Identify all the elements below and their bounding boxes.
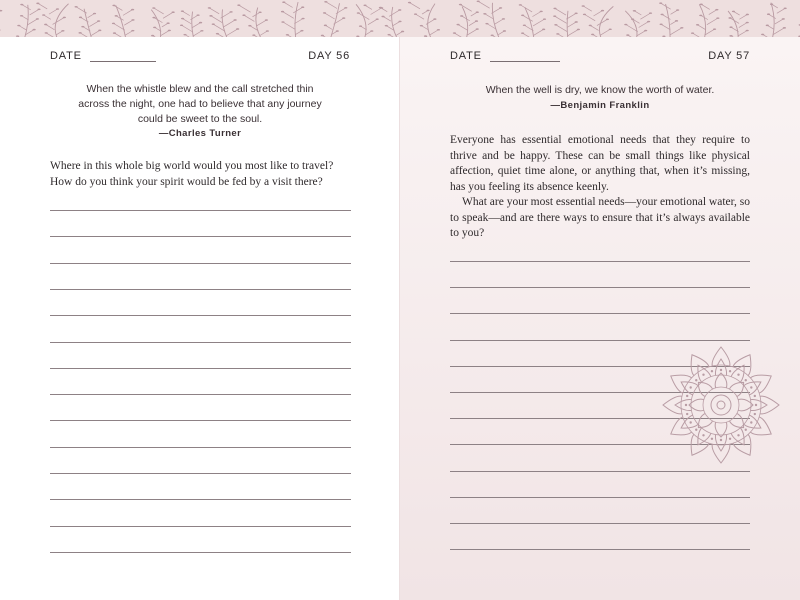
writing-line[interactable] bbox=[50, 263, 351, 264]
writing-line[interactable] bbox=[50, 499, 351, 500]
left-page-header bbox=[50, 50, 350, 68]
quote-author: —Charles Turner bbox=[158, 128, 242, 139]
writing-line[interactable] bbox=[50, 526, 351, 527]
writing-line[interactable] bbox=[50, 394, 351, 395]
writing-line[interactable] bbox=[50, 552, 351, 553]
writing-line[interactable] bbox=[450, 340, 750, 341]
prompt-paragraph: Where in this whole big world would you most like to travel? How do you think your spirit would be fed by a visit there? bbox=[50, 160, 334, 188]
writing-line[interactable] bbox=[50, 342, 351, 343]
writing-line[interactable] bbox=[450, 261, 750, 262]
writing-line[interactable] bbox=[450, 549, 750, 550]
leaf-pattern-icon bbox=[0, 0, 800, 37]
right-page-header bbox=[450, 50, 750, 68]
writing-line[interactable] bbox=[50, 368, 351, 369]
writing-area[interactable] bbox=[50, 210, 351, 555]
writing-line[interactable] bbox=[50, 315, 351, 316]
writing-line[interactable] bbox=[50, 210, 351, 211]
writing-line[interactable] bbox=[450, 313, 750, 314]
left-page bbox=[0, 37, 400, 600]
writing-line[interactable] bbox=[50, 420, 351, 421]
mandala-icon bbox=[660, 344, 782, 466]
writing-line[interactable] bbox=[450, 471, 750, 472]
day-number: DAY 57 bbox=[708, 50, 750, 62]
date-label: DATE bbox=[50, 50, 82, 62]
right-page bbox=[400, 37, 800, 600]
day-number: DAY 56 bbox=[308, 50, 350, 62]
date-field-line[interactable] bbox=[90, 61, 156, 62]
writing-line[interactable] bbox=[50, 447, 351, 448]
writing-line[interactable] bbox=[50, 289, 351, 290]
writing-line[interactable] bbox=[50, 473, 351, 474]
quote-author: —Benjamin Franklin bbox=[550, 100, 650, 111]
writing-line[interactable] bbox=[450, 497, 750, 498]
writing-line[interactable] bbox=[450, 287, 750, 288]
prompt-paragraph: Everyone has essential emotional needs that they require to thrive and be happy. These can be small things like physical affection, quiet time alone, or anything that, when it’s missing, has you feeling its absence keenly. bbox=[450, 134, 750, 193]
journal-prompt bbox=[50, 159, 355, 190]
writing-line[interactable] bbox=[450, 523, 750, 524]
quote-text: When the whistle blew and the call stretched thin across the night, one had to believe that any journey could be sweet to the soul. bbox=[78, 83, 322, 125]
date-label: DATE bbox=[450, 50, 482, 62]
writing-line[interactable] bbox=[50, 236, 351, 237]
date-field-line[interactable] bbox=[490, 61, 560, 62]
quote-text: When the well is dry, we know the worth of water. bbox=[485, 84, 715, 96]
prompt-paragraph: What are your most essential needs—your emotional water, so to speak—and are there ways to ensure that it’s always available to you? bbox=[450, 196, 750, 239]
journal-prompt bbox=[450, 133, 750, 242]
leaf-banner bbox=[0, 0, 800, 37]
